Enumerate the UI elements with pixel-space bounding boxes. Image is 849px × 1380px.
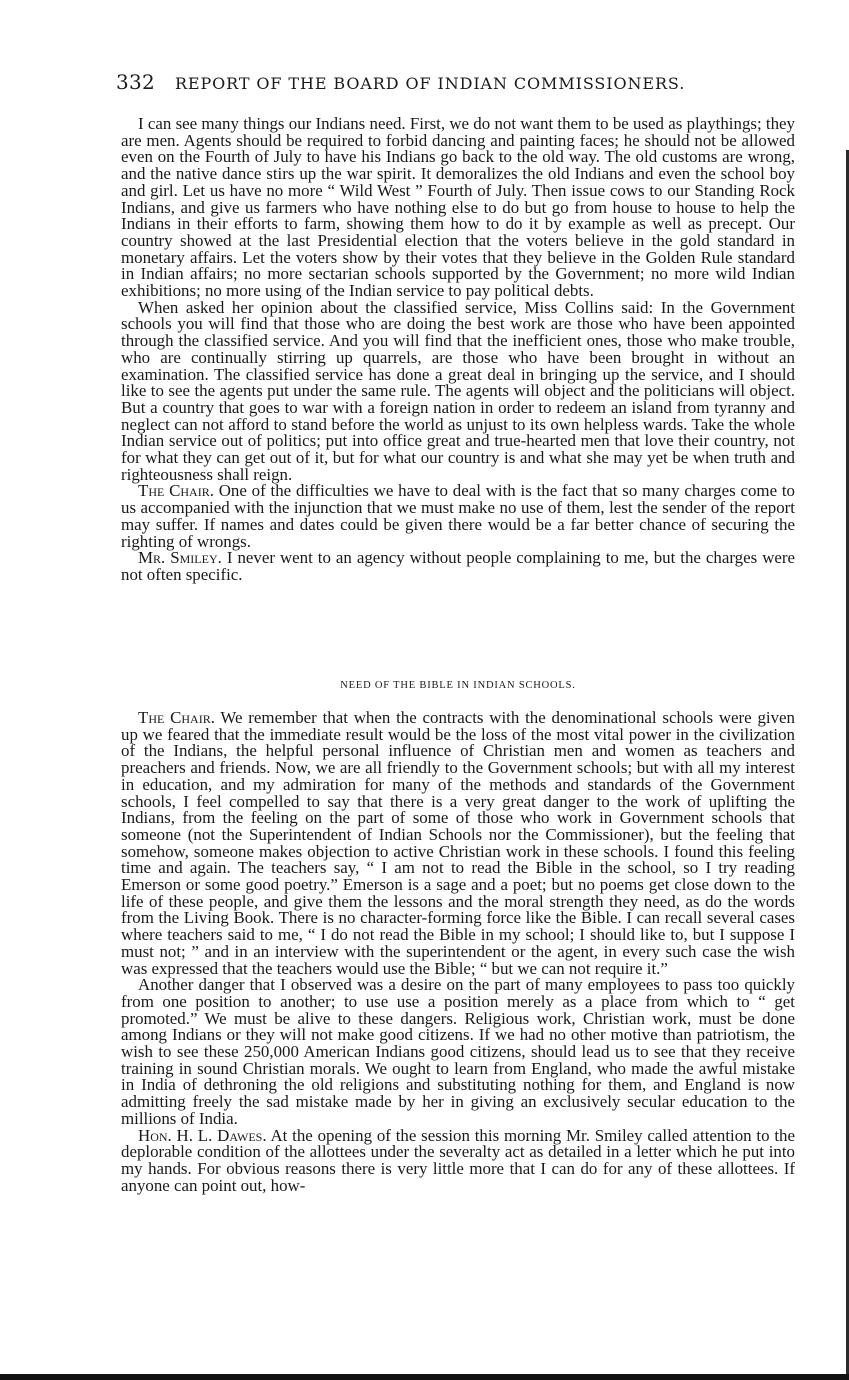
scan-edge-bottom: [0, 1374, 849, 1380]
running-header: [116, 70, 806, 94]
body-text-bottom: [121, 710, 795, 1194]
speaker-name: Hon. H. L. Dawes.: [138, 1125, 267, 1145]
paragraph: [121, 1125, 795, 1195]
paragraph-text: Another danger that I observed was a desire on the part of many employees to pass too quickly from one position to another; to use use a position merely as a place from which to “ get promoted.” We must be alive to these dangers. Religious work, Christian work, must be done among Indians or they will not make good citizens. If we had no other motive than patriotism, the wish to see these 250,000 American Indians good citizens, should lead us to see that they receive training in sound Christian morals. We ought to learn from England, who made the awful mistake in India of dethroning the old religions and substituting nothing for them, and England is now admitting freely the sad mistake made by her in giving an exclusively secular education to the millions of India.: [121, 975, 795, 1128]
speaker-name: The Chair.: [138, 481, 214, 501]
paragraph: [121, 977, 795, 1127]
paragraph-text: When asked her opinion about the classified service, Miss Collins said: In the Government schools you will find that those who are doing the best work are those who have been appointed through the classified service. And you will find that the inefficient ones, those who make trouble, who are continually stirring up quarrels, are those who have been brought in without an examination. The classified service has done a great deal in bringing up the service, and I should like to see the agents put under the same rule. The agents will object and the politicians will object. But a country that goes to war with a foreign nation in order to redeem an island from tyranny and neglect can not afford to stand before the world as unjust to its own helpless wards. Take the whole Indian service out of politics; put into office great and true-hearted men that love their country, not for what they can get out of it, but for what our country is and what she may yet be when truth and righteousness shall reign.: [121, 297, 795, 484]
paragraph: [121, 710, 795, 977]
speaker-name: Mr. Smiley.: [138, 548, 222, 568]
section-heading: NEED OF THE BIBLE IN INDIAN SCHOOLS.: [340, 680, 576, 691]
speaker-name: The Chair.: [138, 708, 215, 727]
paragraph-text: At the opening of the session this morning Mr. Smiley called attention to the deplorable condition of the allottees under the severalty act as detailed in a letter which he put into my hands. For obvious reasons there is very little more that I can do for any of these allottees. If anyone can point out, how-: [121, 1125, 795, 1195]
running-title: REPORT OF THE BOARD OF INDIAN COMMISSIONERS.: [174, 74, 686, 93]
paragraph: [121, 550, 795, 583]
paragraph: [121, 116, 795, 300]
page-number: 332: [116, 70, 156, 94]
paragraph-text: We remember that when the contracts with the denominational schools were given up we feared that the immediate result would be the loss of the most vital power in the civilization of the Indians, the helpful personal influence of Christian men and women as teachers and preachers and friends. Now, we are all friendly to the Government schools; but with all my interest in education, and my admiration for many of the methods and standards of the Government schools, I feel compelled to say that there is a very great danger to the work of uplifting the Indians, from the feeling on the part of some of those who work in Government schools that someone (not the Superintendent of Indian Schools nor the Commissioner), but the feeling that somehow, someone makes objection to active Christian work in these schools. I found this feeling time and again. The teachers say, “ I am not to read the Bible in the school, so I try reading Emerson or some good poetry.” Emerson is a sage and a poet; but no poems get close down to the life of these people, and give them the lessons and the moral strength they need, as do the words from the Living Book. There is no character-forming force like the Bible. I can recall several cases where teachers said to me, “ I do not read the Bible in my school; I should like to, but I suppose I must not; ” and in an interview with the superintendent or the agent, in every such case the wish was expressed that the teachers would use the Bible; “ but we can not require it.”: [121, 708, 795, 978]
paragraph: [121, 297, 795, 484]
paragraph-text: I never went to an agency without people complaining to me, but the charges were not often specific.: [121, 548, 796, 584]
paragraph: [121, 483, 795, 550]
paragraph-text: One of the difficulties we have to deal with is the fact that so many charges come to us accompanied with the injunction that we must make no use of them, lest the sender of the report may suffer. If names and dates could be given there would be a far better chance of securing the righting of wrongs.: [121, 481, 795, 551]
body-text-top: [121, 116, 795, 584]
paragraph-text: I can see many things our Indians need. First, we do not want them to be used as playthings; they are men. Agents should be required to forbid dancing and painting faces; he should not be allowed even on the Fourth of July to have his Indians go back to the old way. The old customs are wrong, and the native dance stirs up the war spirit. It demoralizes the old Indians and even the school boy and girl. Let us have no more “ Wild West ” Fourth of July. Then issue cows to our Standing Rock Indians, and give us farmers who have nothing else to do but go from house to house to help the Indians in their efforts to farm, showing them how to do it by example as well as precept. Our country showed at the last Presidential election that the voters believe in the gold standard in monetary affairs. Let the voters show by their votes that they believe in the Golden Rule standard in Indian affairs; no more sectarian schools supported by the Government; no more wild Indian exhibitions; no more using of the Indian service to pay political debts.: [121, 114, 795, 301]
